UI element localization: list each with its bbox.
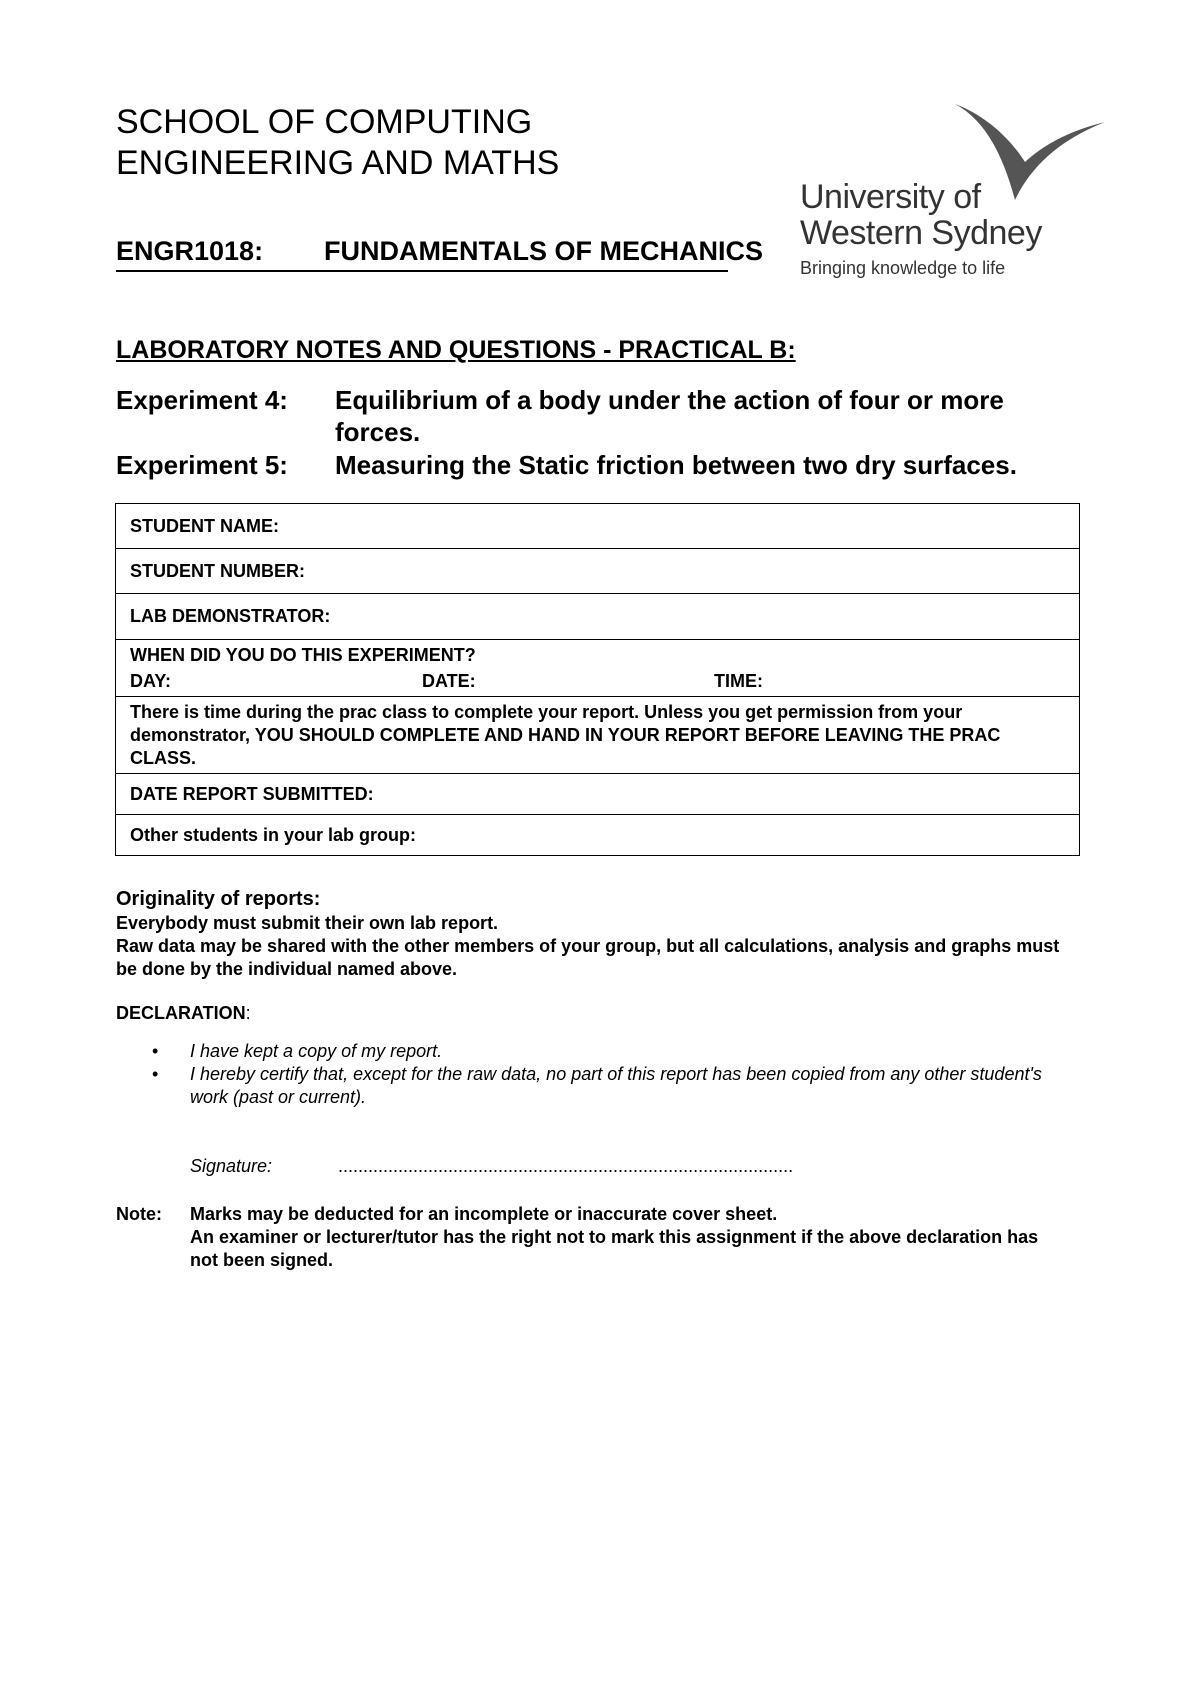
experiment-date-cell[interactable] — [116, 640, 1080, 697]
originality-line1: Everybody must submit their own lab report. — [116, 913, 499, 933]
course-code: ENGR1018: — [116, 236, 264, 266]
table-row — [116, 697, 1080, 774]
note-label: Note: — [116, 1204, 162, 1224]
list-item — [150, 1040, 1080, 1063]
lab-demonstrator-field[interactable]: LAB DEMONSTRATOR: — [116, 594, 1080, 640]
list-item — [150, 1063, 1080, 1109]
logo-text-line2: Western Sydney — [800, 214, 1042, 252]
signature-row — [190, 1156, 794, 1177]
note-line1: Marks may be deducted for an incomplete or inaccurate cover sheet. — [190, 1204, 778, 1224]
table-row — [116, 815, 1080, 856]
course-heading — [116, 236, 763, 267]
bullet-icon: • — [152, 1064, 159, 1084]
declaration-title — [116, 1003, 251, 1024]
experiment-text: Measuring the Static friction between two dry surfaces. — [335, 450, 1017, 480]
signature-line[interactable]: ........................................................................................... — [338, 1156, 794, 1176]
experiment-text: Equilibrium of a body under the action of four or more forces. — [335, 385, 1004, 447]
table-row — [116, 594, 1080, 640]
university-logo — [800, 100, 1120, 290]
signature-label: Signature: — [190, 1156, 273, 1176]
declaration-title-text: DECLARATION — [116, 1003, 246, 1023]
student-number-field[interactable]: STUDENT NUMBER: — [116, 549, 1080, 594]
declaration-item-text: I hereby certify that, except for the raw data, no part of this report has been copied from any other student's work (past or current). — [190, 1064, 1042, 1107]
experiment-label: Experiment 5: — [116, 450, 288, 480]
lab-title: LABORATORY NOTES AND QUESTIONS - PRACTICAL B: — [116, 336, 796, 364]
bullet-icon: • — [152, 1041, 159, 1061]
originality-section — [116, 886, 1076, 981]
table-row — [116, 504, 1080, 549]
note-text — [190, 1203, 1070, 1272]
logo-tagline: Bringing knowledge to life — [800, 258, 1006, 278]
day-field[interactable]: DAY: — [130, 671, 172, 691]
logo-text-line1: University of — [800, 178, 981, 216]
declaration-list — [150, 1040, 1080, 1109]
school-title-line1: SCHOOL OF COMPUTING — [116, 103, 533, 141]
date-submitted-field[interactable]: DATE REPORT SUBMITTED: — [116, 774, 1080, 815]
when-question: WHEN DID YOU DO THIS EXPERIMENT? — [130, 645, 476, 665]
table-row — [116, 549, 1080, 594]
experiment-label: Experiment 4: — [116, 385, 288, 415]
day-date-time-row — [130, 668, 1065, 694]
table-row — [116, 640, 1080, 697]
originality-title: Originality of reports: — [116, 888, 321, 910]
school-title-line2: ENGINEERING AND MATHS — [116, 144, 560, 182]
course-name: FUNDAMENTALS OF MECHANICS — [324, 236, 763, 266]
course-underline — [116, 270, 728, 272]
note-line2: An examiner or lecturer/tutor has the right not to mark this assignment if the above declaration has not been signed. — [190, 1227, 1039, 1270]
completion-notice: There is time during the prac class to complete your report. Unless you get permission from your demonstrator, YOU SHOULD COMPLETE AND HAND IN YOUR REPORT BEFORE LEAVING THE PRAC CLASS. — [116, 697, 1080, 774]
declaration-colon: : — [245, 1003, 251, 1023]
time-field[interactable]: TIME: — [714, 671, 763, 691]
table-row — [116, 774, 1080, 815]
declaration-item-text: I have kept a copy of my report. — [190, 1041, 443, 1061]
student-name-field[interactable]: STUDENT NAME: — [116, 504, 1080, 549]
other-students-field[interactable]: Other students in your lab group: — [116, 815, 1080, 856]
date-field[interactable]: DATE: — [422, 671, 476, 691]
originality-line2: Raw data may be shared with the other members of your group, but all calculations, analysis and graphs must be done by the individual named above. — [116, 936, 1060, 979]
school-title — [116, 102, 559, 184]
student-info-table — [115, 503, 1080, 856]
